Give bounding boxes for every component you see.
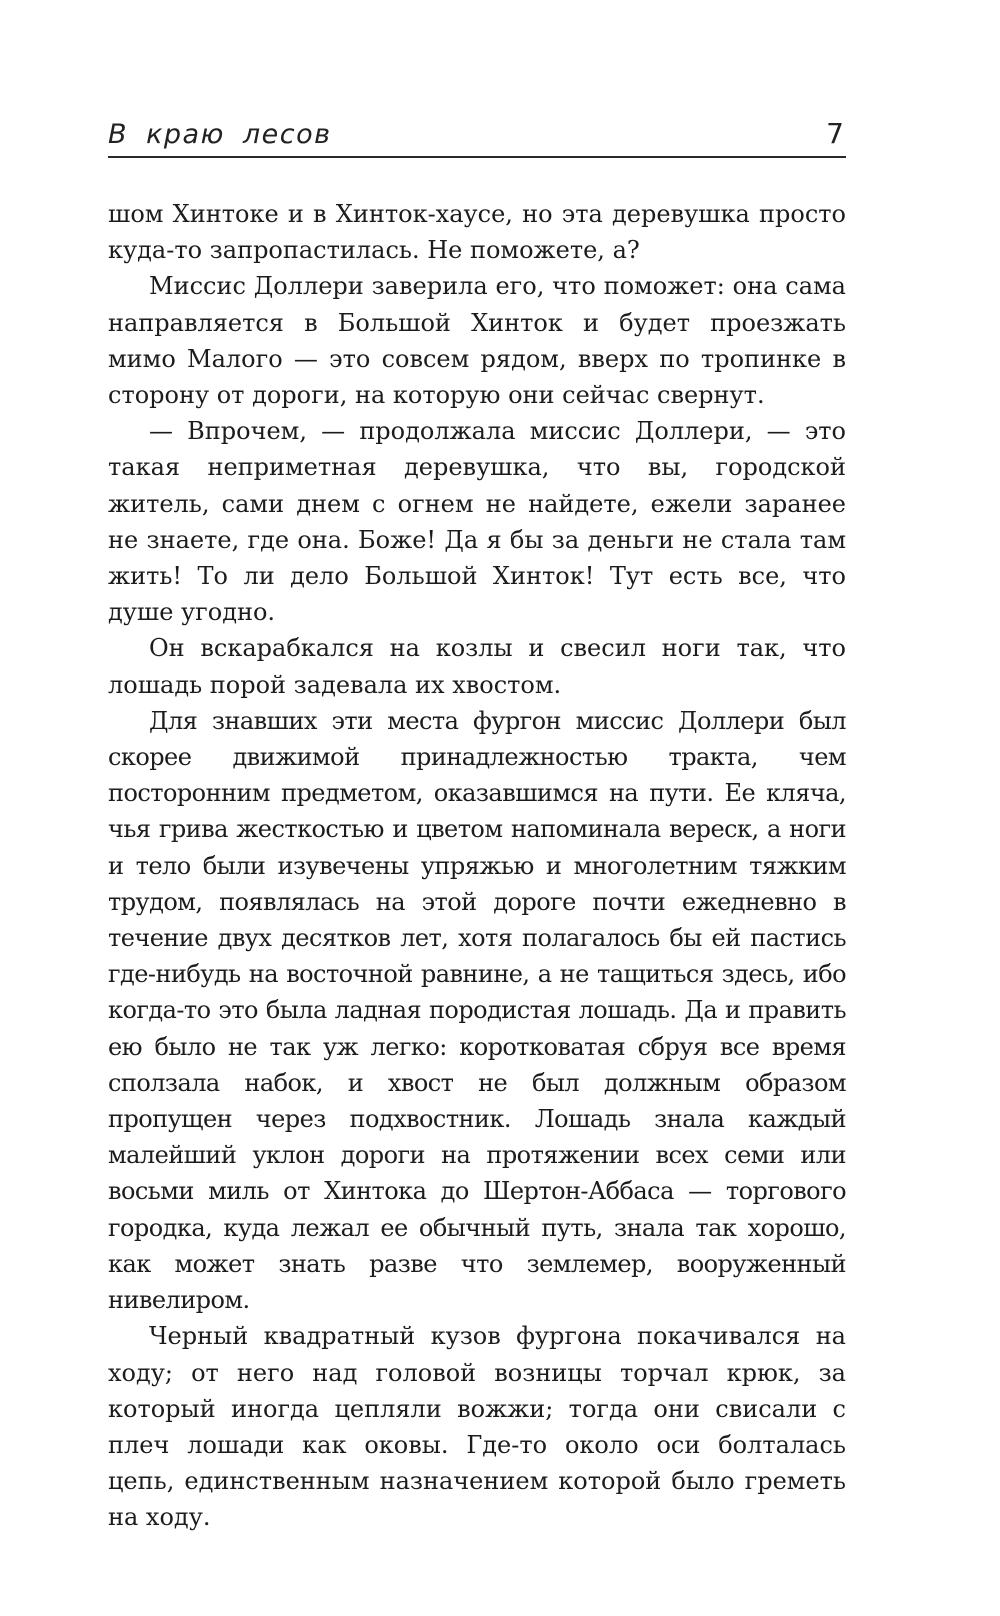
paragraph-5: Для знавших эти места фургон миссис Доллери был скорее движимой принадлежностью тракта, чем посторонним предметом, оказавшимся на пути. Ее кляча, чья грива жесткостью и цветом напоминала вереск, а ноги и тело были изувечены упряжью и многолетним тяжким трудом, появлялась на этой дороге почти ежедневно в течение двух десятков лет, хотя полагалось бы ей пастись где-нибудь на восточной равнине, а не тащиться здесь, ибо когда-то это была ладная породистая лошадь. Да и править ею было не так уж легко: коротковатая сбруя все время сползала набок, и хвост не был должным образом пропущен через подхвостник. Лошадь знала каждый малейший уклон дороги на протяжении всех семи или восьми миль от Хинтока до Шертон-Аббаса — торгового городка, куда лежал ее обычный путь, знала так хорошо, как может знать разве что землемер, вооруженный нивелиром. xyxy=(108,706,846,1315)
body-text xyxy=(108,196,846,1536)
running-head xyxy=(108,112,846,158)
paragraph-1: шом Хинтоке и в Хинток-хаусе, но эта деревушка просто куда-то запропастилась. Не поможете, а? xyxy=(108,200,846,265)
running-title: В краю лесов xyxy=(108,119,332,150)
page-number: 7 xyxy=(826,117,844,150)
book-page xyxy=(108,112,846,1536)
paragraph-2: Миссис Доллери заверила его, что поможет: она сама направляется в Большой Хинток и будет проезжать мимо Малого — это совсем рядом, вверх по тропинке в сторону от дороги, на которую они сейчас свернут. xyxy=(108,272,846,410)
paragraph-6: Черный квадратный кузов фургона покачивался на ходу; от него над головой возницы торчал крюк, за который иногда цепляли вожжи; тогда они свисали с плеч лошади как оковы. Где-то около оси болталась цепь, единственным назначением которой было греметь на ходу. xyxy=(108,1322,846,1532)
paragraph-3: — Впрочем, — продолжала миссис Доллери, — это такая неприметная деревушка, что вы, городской житель, сами днем с огнем не найдете, ежели заранее не знаете, где она. Боже! Да я бы за деньги не стала там жить! То ли дело Большой Хинток! Тут есть все, что душе угодно. xyxy=(108,417,846,627)
paragraph-4: Он вскарабкался на козлы и свесил ноги так, что лошадь порой задевала их хвостом. xyxy=(108,634,846,699)
